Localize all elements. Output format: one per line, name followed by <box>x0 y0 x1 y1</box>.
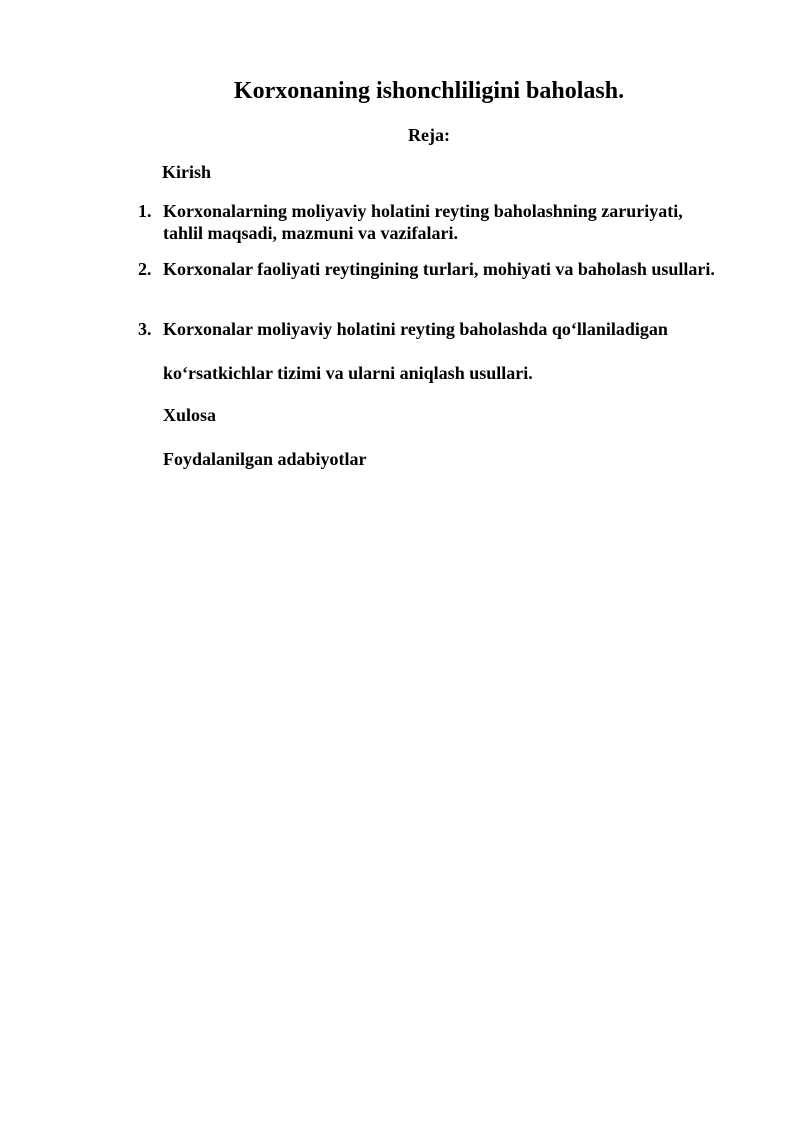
conclusion-item: Xulosa <box>163 405 217 425</box>
plan-item-number: 3. <box>138 319 152 339</box>
plan-item-text-line: Korxonalarning moliyaviy holatini reyting baholashning zaruriyati, <box>163 201 683 221</box>
plan-item-text-line: ko‘rsatkichlar tizimi va ularni aniqlash usullari. <box>163 363 533 383</box>
page-title: Korxonaning ishonchliligini baholash. <box>233 78 625 104</box>
intro-item: Kirish <box>162 162 212 182</box>
plan-item-text-line: tahlil maqsadi, mazmuni va vazifalari. <box>163 223 459 243</box>
plan-item-number: 2. <box>138 259 152 279</box>
references-item: Foydalanilgan adabiyotlar <box>163 449 367 469</box>
plan-item-number: 1. <box>138 201 152 221</box>
plan-heading: Reja: <box>408 125 450 145</box>
plan-item-text-line: Korxonalar moliyaviy holatini reyting baholashda qo‘llaniladigan <box>163 319 668 339</box>
plan-item-text-line: Korxonalar faoliyati reytingining turlari, mohiyati va baholash usullari. <box>163 259 715 279</box>
